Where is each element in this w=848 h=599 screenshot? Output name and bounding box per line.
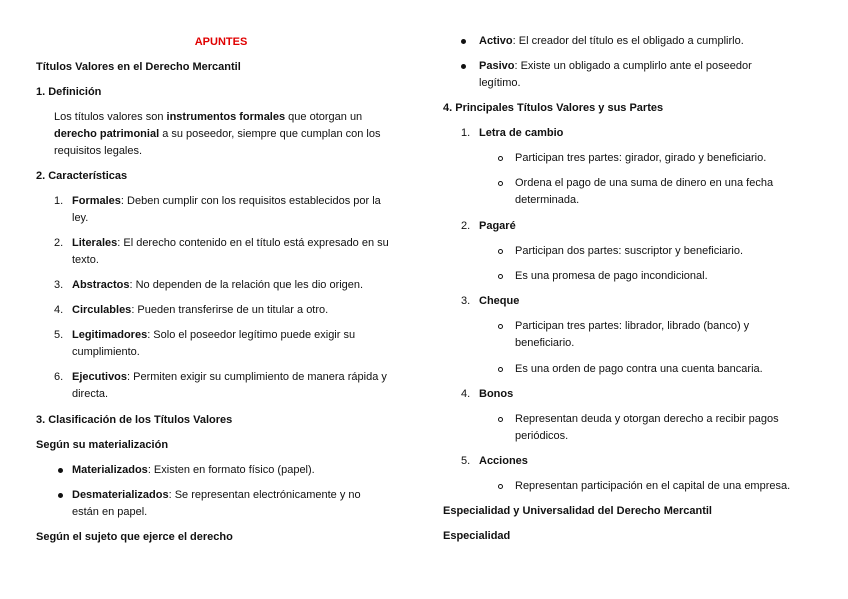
section-clasificacion-title: 3. Clasificación de los Títulos Valores [36,414,233,426]
page-title: APUNTES [194,36,248,48]
section-definicion-title: 1. Definición [36,86,102,98]
definicion-line-1: Los títulos valores son instrumentos formales que otorgan un [54,111,363,123]
sujeto-subtitle: Según el sujeto que ejerce el derecho [36,531,233,543]
especialidad-subtitle: Especialidad [443,530,511,542]
section-especialidad-universalidad-title: Especialidad y Universalidad del Derecho Mercantil [443,505,712,517]
definicion-line-3: requisitos legales. [54,145,143,157]
section-principales-title: 4. Principales Títulos Valores y sus Partes [443,102,664,114]
section-caracteristicas-title: 2. Características [36,170,128,182]
document-heading: Títulos Valores en el Derecho Mercantil [36,61,241,73]
definicion-line-2: derecho patrimonial a su poseedor, siempre que cumplan con los [54,128,381,140]
materializacion-subtitle: Según su materialización [36,439,169,451]
